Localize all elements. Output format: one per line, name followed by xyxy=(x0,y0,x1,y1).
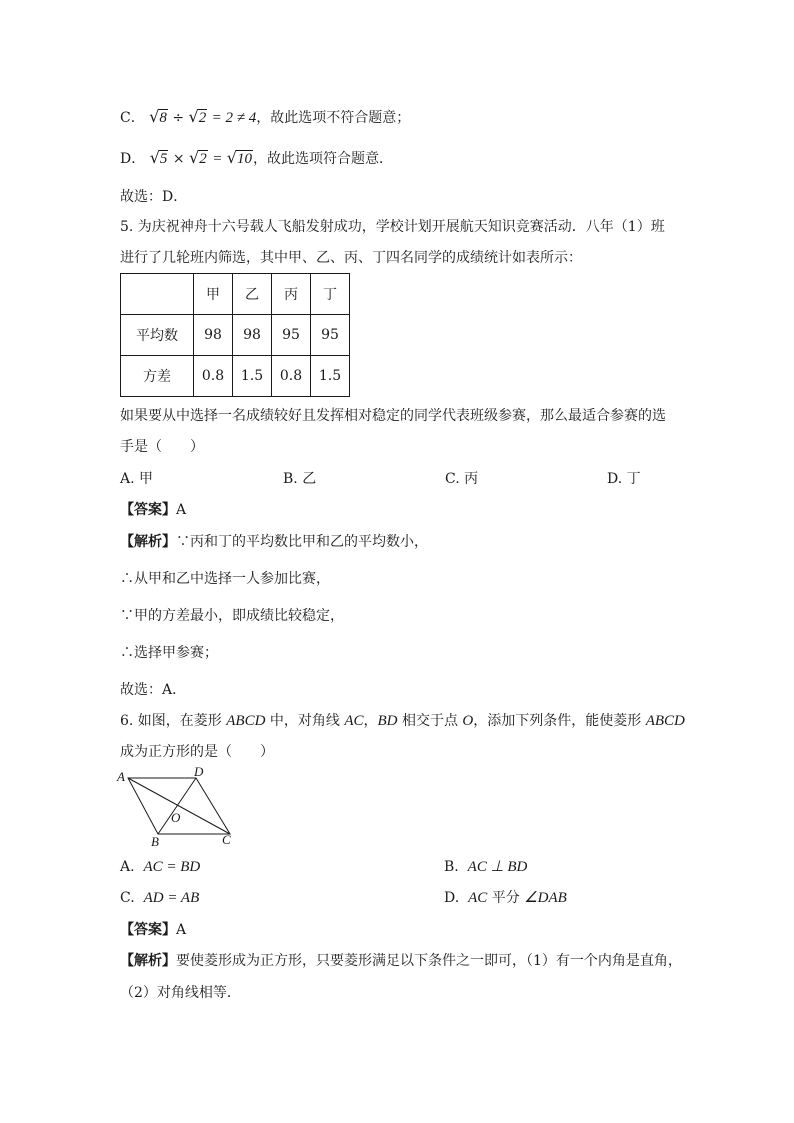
label-a: A xyxy=(117,769,125,784)
option-math: AC xyxy=(468,890,488,906)
q6-analysis-line-2: （2）对角线相等． xyxy=(120,985,241,1001)
label-d: D xyxy=(194,764,204,779)
rhombus-lines xyxy=(128,778,230,834)
q6-stem-line-2: 成为正方形的是（ ） xyxy=(120,744,274,760)
analysis-label: 【解析】 xyxy=(120,953,176,969)
sqrt-symbol: √ xyxy=(188,107,199,126)
q6-stem-line-1 xyxy=(120,711,685,731)
rhombus-figure xyxy=(112,764,242,850)
q6-analysis xyxy=(120,951,682,971)
q6-option-c xyxy=(120,888,199,908)
option-label: C. xyxy=(120,890,135,906)
table-header-cell: 丁 xyxy=(311,274,350,315)
label-b: B xyxy=(151,834,159,849)
sqrt-symbol: √ xyxy=(149,107,160,126)
q4-option-d xyxy=(120,148,393,169)
q5-analysis-line: ∴从甲和乙中选择一人参加比赛， xyxy=(120,571,330,587)
q5-option-b: B. 乙 xyxy=(283,471,317,487)
option-label: A. xyxy=(120,859,135,875)
table-cell: 98 xyxy=(233,315,272,356)
q5-option-a: A. 甲 xyxy=(120,471,154,487)
answer-value: A xyxy=(176,922,187,938)
q4-d-radicand-1: 5 xyxy=(159,151,168,167)
q5-analysis xyxy=(120,532,428,552)
q6-answer xyxy=(120,920,186,940)
q5-stem-line-1: 5. 为庆祝神舟十六号载人飞船发射成功，学校计划开展航天知识竞赛活动．八年（1）班 xyxy=(120,219,665,235)
q4-d-radicand-3: 10 xyxy=(236,151,252,167)
label-c: C xyxy=(222,832,231,847)
option-label: D. xyxy=(444,890,460,906)
q4-d-times: × xyxy=(172,151,185,167)
option-text: 平分 xyxy=(487,890,525,906)
sqrt-symbol: √ xyxy=(189,148,200,167)
table-cell: 1.5 xyxy=(311,356,350,397)
q5-conclusion: 故选：A． xyxy=(120,682,187,698)
q6-stem-math: ABCD xyxy=(645,713,685,729)
analysis-text: ∵丙和丁的平均数比甲和乙的平均数小， xyxy=(176,534,428,550)
table-row xyxy=(121,315,350,356)
q4-c-text: ，故此选项不符合题意； xyxy=(256,110,411,126)
q6-option-d xyxy=(444,888,567,908)
table-header-row xyxy=(121,274,350,315)
table-cell: 95 xyxy=(311,315,350,356)
analysis-label: 【解析】 xyxy=(120,534,176,550)
q4-d-text: ，故此选项符合题意． xyxy=(252,151,393,167)
q4-option-c-label: C． xyxy=(120,110,145,126)
q6-stem-text: ，添加下列条件，能使菱形 xyxy=(473,713,646,729)
q5-option-c: C. 丙 xyxy=(445,471,479,487)
q5-stem-line-2: 进行了几轮班内筛选，其中甲、乙、丙、丁四名同学的成绩统计如表所示： xyxy=(120,250,582,266)
q5-answer xyxy=(120,500,186,520)
table-row-label: 平均数 xyxy=(121,315,194,356)
q5-score-table xyxy=(120,273,350,397)
q4-option-c xyxy=(120,107,410,128)
diagonal-bd xyxy=(158,778,196,834)
q6-option-a xyxy=(120,857,200,877)
table-cell: 95 xyxy=(272,315,311,356)
option-math: AD = AB xyxy=(143,890,200,906)
q4-c-radicand-1: 8 xyxy=(159,110,167,126)
q5-option-d: D. 丁 xyxy=(607,471,641,487)
q6-stem-math: O xyxy=(462,713,474,729)
q5-analysis-line: ∵甲的方差最小，即成绩比较稳定， xyxy=(120,608,344,624)
q6-option-b xyxy=(444,857,527,877)
table-cell: 1.5 xyxy=(233,356,272,397)
table-row-label: 方差 xyxy=(121,356,194,397)
q4-c-eq: = 2 ≠ 4 xyxy=(211,110,257,126)
q6-stem-text: ， xyxy=(363,713,378,729)
table-cell: 0.8 xyxy=(272,356,311,397)
q5-analysis-line: ∴选择甲参赛； xyxy=(120,645,218,661)
table-corner-cell xyxy=(121,274,194,315)
q4-c-div: ÷ xyxy=(172,110,185,126)
table-header-cell: 丙 xyxy=(272,274,311,315)
table-header-cell: 乙 xyxy=(233,274,272,315)
table-header-cell: 甲 xyxy=(194,274,233,315)
analysis-text: 要使菱形成为正方形，只要菱形满足以下条件之一即可，（1）有一个内角是直角， xyxy=(176,953,682,969)
table-cell: 98 xyxy=(194,315,233,356)
answer-label: 【答案】 xyxy=(120,922,176,938)
q4-d-radicand-2: 2 xyxy=(199,151,207,167)
q4-d-eq: = xyxy=(212,151,223,167)
answer-label: 【答案】 xyxy=(120,502,176,518)
q4-option-d-label: D． xyxy=(120,151,146,167)
q4-c-radicand-2: 2 xyxy=(198,110,207,126)
sqrt-symbol: √ xyxy=(226,148,237,167)
option-math: AC ⊥ BD xyxy=(467,859,528,875)
q6-stem-math: ABCD xyxy=(226,713,266,729)
sqrt-symbol: √ xyxy=(149,148,160,167)
q6-stem-text: 相交于点 xyxy=(397,713,463,729)
table-row xyxy=(121,356,350,397)
q6-stem-math: AC xyxy=(344,713,364,729)
q4-conclusion: 故选：D． xyxy=(120,189,188,205)
table-cell: 0.8 xyxy=(194,356,233,397)
label-o: O xyxy=(171,810,181,825)
q6-stem-math: BD xyxy=(377,713,398,729)
answer-value: A xyxy=(176,502,187,518)
q5-question-line-2: 手是（ ） xyxy=(120,439,204,455)
option-label: B. xyxy=(444,859,459,875)
option-math: ∠DAB xyxy=(524,890,567,906)
q6-stem-text: 中，对角线 xyxy=(265,713,345,729)
q5-question-line-1: 如果要从中选择一名成绩较好且发挥相对稳定的同学代表班级参赛，那么最适合参赛的选 xyxy=(120,408,666,424)
option-math: AC = BD xyxy=(143,859,201,875)
q6-stem-text: 6. 如图，在菱形 xyxy=(120,713,227,729)
